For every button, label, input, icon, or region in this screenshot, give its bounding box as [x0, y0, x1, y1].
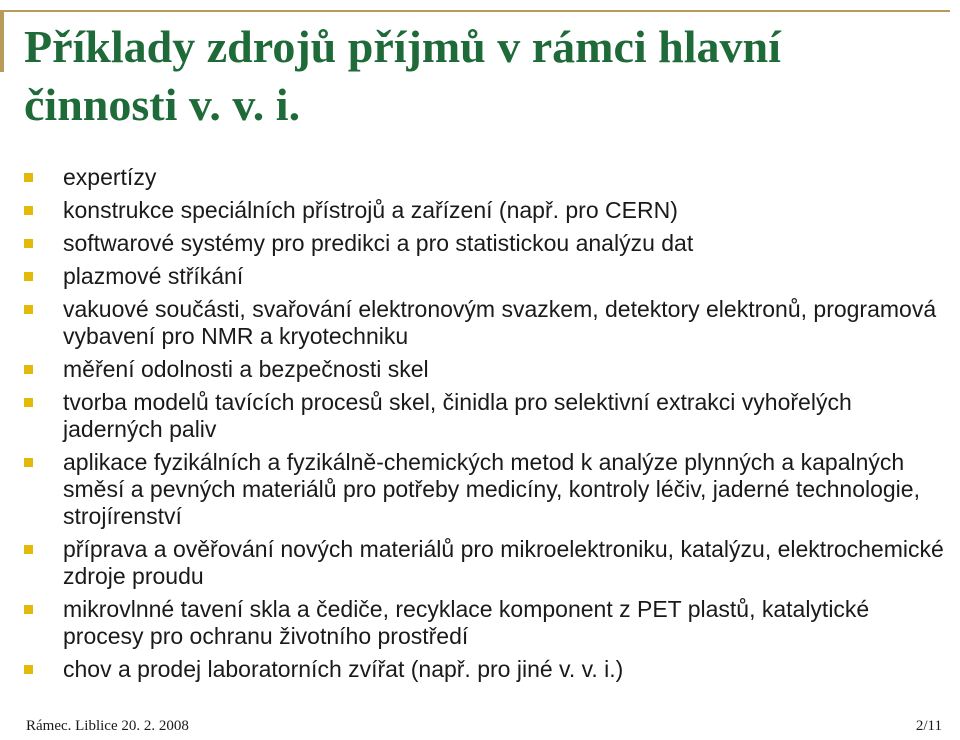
list-item-text: měření odolnosti a bezpečnosti skel — [63, 356, 429, 382]
list-item — [22, 536, 952, 590]
list-item-text: mikrovlnné tavení skla a čediče, recyklace komponent z PET plastů, katalytické procesy pro ochranu životního prostředí — [63, 596, 870, 649]
list-item-text: konstrukce speciálních přístrojů a zařízení (např. pro CERN) — [63, 197, 678, 223]
list-item — [22, 356, 952, 383]
square-bullet-icon — [24, 545, 33, 554]
list-item-text: příprava a ověřování nových materiálů pro mikroelektroniku, katalýzu, elektrochemické zdroje proudu — [63, 536, 944, 589]
list-item — [22, 263, 952, 290]
list-item-text: softwarové systémy pro predikci a pro statistickou analýzu dat — [63, 230, 694, 256]
square-bullet-icon — [24, 305, 33, 314]
slide-title: Příklady zdrojů příjmů v rámci hlavní činnosti v. v. i. — [24, 21, 781, 130]
footer-page-number: 2/11 — [915, 718, 942, 734]
square-bullet-icon — [24, 665, 33, 674]
list-item — [22, 656, 952, 683]
list-item — [22, 389, 952, 443]
list-item-text: vakuové součásti, svařování elektronovým svazkem, detektory elektronů, programová vybavení pro NMR a kryotechniku — [63, 296, 937, 349]
title-rule — [0, 10, 950, 12]
square-bullet-icon — [24, 206, 33, 215]
bullet-list — [22, 164, 952, 689]
list-item-text: plazmové stříkání — [63, 263, 244, 289]
list-item-text: expertízy — [63, 164, 157, 190]
list-item-text: tvorba modelů tavících procesů skel, činidla pro selektivní extrakci vyhořelých jaderných paliv — [63, 389, 852, 442]
square-bullet-icon — [24, 365, 33, 374]
list-item — [22, 197, 952, 224]
footer-event: Rámec. Liblice 20. 2. 2008 — [26, 718, 189, 734]
square-bullet-icon — [24, 458, 33, 467]
square-bullet-icon — [24, 398, 33, 407]
square-bullet-icon — [24, 239, 33, 248]
list-item — [22, 164, 952, 191]
title-accent-bar — [0, 10, 4, 72]
list-item — [22, 296, 952, 350]
list-item-text: aplikace fyzikálních a fyzikálně-chemických metod k analýze plynných a kapalných směsí a pevných materiálů pro potřeby medicíny, kontroly léčiv, jaderné technologie, strojírenství — [63, 449, 920, 529]
square-bullet-icon — [24, 605, 33, 614]
square-bullet-icon — [24, 173, 33, 182]
list-item-text: chov a prodej laboratorních zvířat (např. pro jiné v. v. i.) — [63, 656, 624, 682]
list-item — [22, 596, 952, 650]
list-item — [22, 449, 952, 530]
list-item — [22, 230, 952, 257]
square-bullet-icon — [24, 272, 33, 281]
